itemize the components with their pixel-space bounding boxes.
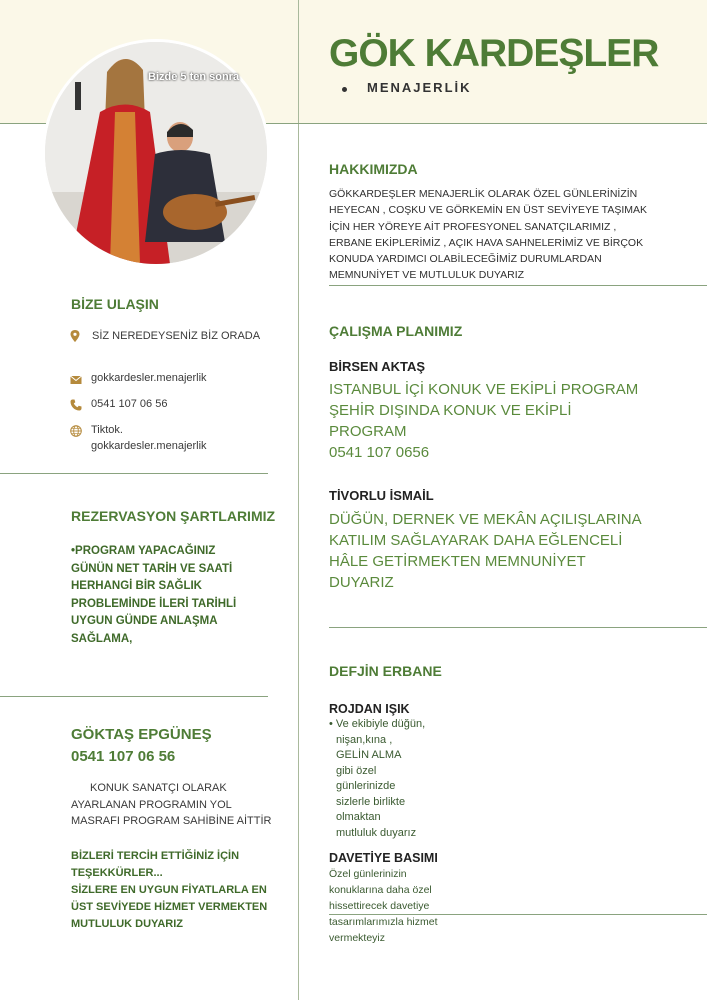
goktas-phone[interactable]: 0541 107 06 56 (71, 748, 176, 765)
about-line: KONUDA YARDIMCI OLABİLECEĞİMİZ DURUMLARDAN (329, 253, 602, 266)
reservation-line: UYGUN GÜNDE ANLAŞMA (71, 615, 218, 627)
thanks-message (71, 848, 267, 933)
birsen-details (329, 379, 638, 463)
tiktok-label: Tiktok. (91, 424, 123, 436)
thanks-line: ÜST SEVİYEDE HİZMET VERMEKTEN (71, 901, 268, 913)
contact-heading: BİZE ULAŞIN (71, 296, 159, 312)
reservation-line: GÜNÜN NET TARİH VE SAATİ (71, 562, 233, 575)
invitation-line: tasarımlarımızla hizmet (329, 916, 438, 928)
location-text: SİZ NEREDEYSENİZ BİZ ORADA (92, 330, 261, 342)
photo-caption: Bizde 5 ten sonra (148, 71, 240, 83)
tivorlu-name: TİVORLU İSMAİL (329, 488, 434, 503)
about-line: ERBANE EKİPLERİMİZ , AÇIK HAVA SAHNELERİMİZ VE BİRÇOK (329, 236, 644, 249)
goktas-name: GÖKTAŞ EPGÜNEŞ (71, 726, 212, 743)
goktas-note-line: AYARLANAN PROGRAMIN YOL (71, 799, 232, 811)
about-line: İÇİN HER YÖREYE AİT PROFESYONEL SANATÇILARIMIZ , (329, 220, 617, 233)
invitation-line: hissettirecek davetiye (329, 900, 430, 912)
about-text (329, 186, 647, 284)
phone-icon (70, 399, 82, 411)
column-divider (298, 0, 299, 1000)
rojdan-line: sizlerle birlikte (336, 795, 406, 808)
about-divider (329, 285, 707, 286)
page-title: GÖK KARDEŞLER (329, 32, 659, 75)
thanks-line: TEŞEKKÜRLER... (71, 867, 163, 879)
tivorlu-line: DUYARIZ (329, 574, 394, 591)
rojdan-line: • Ve ekibiyle düğün, (329, 718, 426, 730)
reservation-line: •PROGRAM YAPACAĞINIZ (71, 545, 216, 557)
mail-icon (70, 374, 82, 386)
about-line: GÖKKARDEŞLER MENAJERLİK OLARAK ÖZEL GÜNLERİNİZİN (329, 188, 638, 200)
tivorlu-line: HÂLE GETİRMEKTEN MEMNUNİYET (329, 553, 586, 570)
goktas-note-line: MASRAFI PROGRAM SAHİBİNE AİTTİR (71, 815, 272, 827)
birsen-line: ISTANBUL İÇİ KONUK VE EKİPLİ PROGRAM (329, 381, 639, 398)
rojdan-details (329, 717, 425, 841)
tivorlu-line: DÜĞÜN, DERNEK VE MEKÂN AÇILIŞLARINA (329, 511, 642, 528)
rojdan-name: ROJDAN IŞIK (329, 702, 410, 716)
goktas-note-line: KONUK SANATÇI OLARAK (90, 782, 227, 794)
location-pin-icon (69, 330, 81, 342)
birsen-name: BİRSEN AKTAŞ (329, 359, 426, 374)
thanks-line: SİZLERE EN UYGUN FİYATLARLA EN (71, 884, 267, 896)
birsen-phone[interactable]: 0541 107 0656 (329, 444, 430, 461)
rojdan-line: mutluluk duyarız (336, 826, 417, 839)
plan-divider (329, 627, 707, 628)
about-line: HEYECAN , COŞKU VE GÖRKEMİN EN ÜST SEVİYEYE TAŞIMAK (329, 204, 647, 217)
about-heading: HAKKIMIZDA (329, 161, 418, 177)
subtitle-text: MENAJERLİK (367, 80, 472, 95)
thanks-line: BİZLERİ TERCİH ETTİĞİNİZ İÇİN (71, 850, 240, 862)
rojdan-line: günlerinizde (336, 780, 396, 792)
reservation-line: SAĞLAMA, (71, 632, 133, 645)
tiktok-handle[interactable]: gokkardesler.menajerlik (91, 440, 207, 452)
rojdan-line: olmaktan (336, 811, 381, 823)
birsen-line: ŞEHİR DIŞINDA KONUK VE EKİPLİ (329, 402, 572, 419)
rojdan-line: GELİN ALMA (336, 749, 402, 761)
reservation-terms (71, 543, 236, 648)
reservation-heading: REZERVASYON ŞARTLARIMIZ (71, 508, 276, 524)
instagram-handle[interactable]: gokkardesler.menajerlik (91, 372, 207, 384)
header-divider-right (298, 123, 707, 124)
globe-icon (70, 425, 82, 437)
contact-divider (0, 473, 268, 474)
reservation-line: PROBLEMİNDE İLERİ TARİHLİ (71, 597, 237, 610)
about-line: MEMNUNİYET VE MUTLULUK DUYARIZ (329, 269, 525, 282)
tivorlu-line: KATILIM SAĞLAYARAK DAHA EĞLENCELİ (329, 532, 623, 549)
rojdan-line: gibi özel (336, 764, 377, 777)
invitation-line: Özel günlerinizin (329, 868, 407, 880)
tivorlu-details (329, 509, 642, 593)
bullet-dot (342, 87, 347, 92)
page-subtitle (343, 80, 472, 95)
contact-phone[interactable]: 0541 107 06 56 (91, 398, 168, 410)
plan-heading: ÇALIŞMA PLANIMIZ (329, 323, 463, 339)
invitation-heading: DAVETİYE BASIMI (329, 851, 438, 865)
invitation-line: vermekteyiz (329, 932, 386, 944)
thanks-line: MUTLULUK DUYARIZ (71, 918, 184, 930)
rojdan-line: nişan,kına , (336, 733, 393, 746)
invitation-details (329, 866, 438, 946)
defjin-heading: DEFJİN ERBANE (329, 663, 442, 679)
reservation-line: HERHANGİ BİR SAĞLIK (71, 580, 202, 592)
invitation-line: konuklarına daha özel (329, 884, 432, 896)
reservation-divider (0, 696, 268, 697)
birsen-line: PROGRAM (329, 423, 407, 440)
